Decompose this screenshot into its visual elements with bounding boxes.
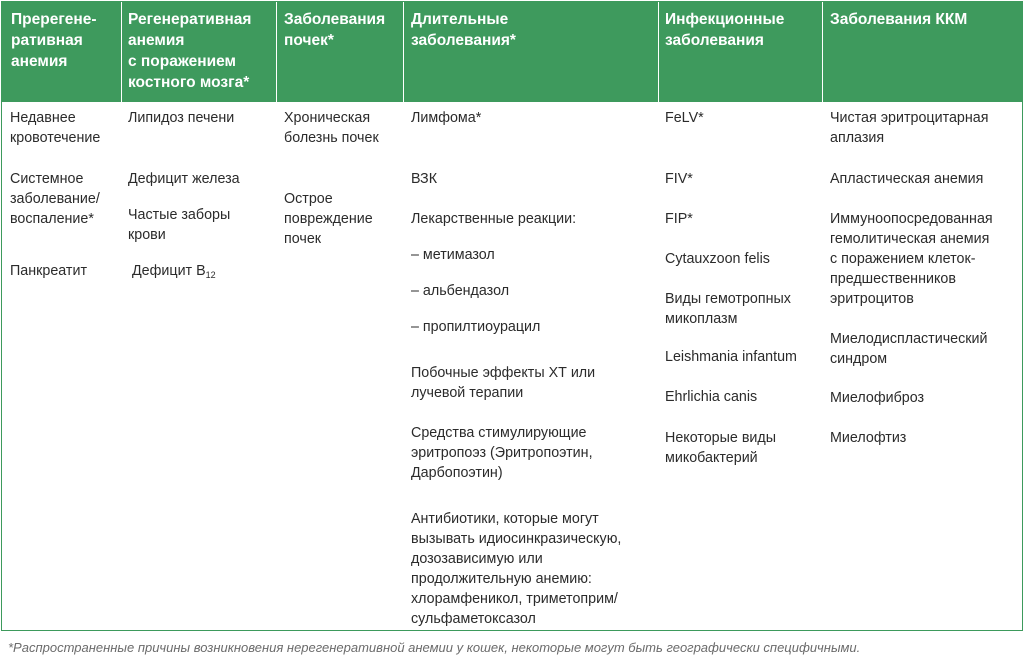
- cell-chronic-kidney-disease: Хроническая болезнь почек: [284, 110, 379, 146]
- anemia-causes-table: [1, 1, 1023, 631]
- cell-felv: FeLV*: [665, 110, 704, 126]
- cell-cytauxzoon: Cytauxzoon felis: [665, 251, 770, 267]
- column-divider: [276, 2, 277, 102]
- column-divider: [403, 2, 404, 102]
- cell-fip: FIP*: [665, 211, 693, 227]
- cell-leishmania: Leishmania infantum: [665, 349, 797, 365]
- header-chronic-disease: Длительные заболевания*: [411, 11, 516, 49]
- cell-hemotropic-mycoplasma: Виды гемотропных микоплазм: [665, 291, 791, 327]
- cell-ehrlichia: Ehrlichia canis: [665, 389, 758, 405]
- cell-myelofibrosis: Миелофиброз: [830, 390, 925, 406]
- cell-iron-deficiency: Дефицит железа: [128, 171, 240, 187]
- cell-antibiotics: Антибиотики, которые могут вызывать идиосинкразическую, дозозависимую или продолжительную анемию: хлорамфеникол, триметоприм/ сульфаметоксазол: [411, 511, 622, 627]
- header-preregenerative: Пререгене- ративная анемия: [11, 11, 97, 70]
- cell-fiv: FIV*: [665, 171, 693, 187]
- cell-methimazole: – метимазол: [411, 247, 495, 263]
- cell-recent-bleeding: Недавнее кровотечение: [10, 110, 101, 146]
- header-infectious-disease: Инфекционные заболевания: [665, 11, 785, 49]
- cell-myelodysplastic-syndrome: Миелодиспластический синдром: [830, 331, 988, 367]
- cell-frequent-blood-draws: Частые заборы крови: [128, 207, 231, 243]
- cell-pancreatitis: Панкреатит: [10, 263, 87, 279]
- cell-erythropoiesis-stimulants: Средства стимулирующие эритропоэз (Эритропоэтин, Дарбопоэтин): [411, 425, 593, 481]
- cell-chemo-radiation-effects: Побочные эффекты ХТ или лучевой терапии: [411, 365, 596, 401]
- cell-b12-deficiency: Дефицит $B_{12}$: [132, 263, 216, 280]
- cell-aplastic-anemia: Апластическая анемия: [830, 171, 984, 187]
- header-kidney-disease: Заболевания почек*: [284, 11, 386, 49]
- cell-pure-red-cell-aplasia: Чистая эритроцитарная аплазия: [830, 110, 989, 146]
- subscript-12: 12: [205, 270, 216, 280]
- cell-acute-kidney-injury: Острое повреждение почек: [284, 191, 373, 247]
- cell-propylthiouracil: – пропилтиоурацил: [411, 319, 541, 335]
- footnote: *Распространенные причины возникновения нерегенеративной анемии у кошек, некоторые могут быть географически специфичными.: [8, 640, 861, 655]
- column-divider: [121, 2, 122, 102]
- cell-hepatic-lipidosis: Липидоз печени: [128, 110, 235, 126]
- column-divider: [822, 2, 823, 102]
- header-regenerative-bone-marrow: Регенеративная анемия с поражением костного мозга*: [128, 11, 252, 91]
- cell-drug-reactions: Лекарственные реакции:: [411, 211, 577, 227]
- cell-myelophthisis: Миелофтиз: [830, 430, 907, 446]
- cell-lymphoma: Лимфома*: [411, 110, 482, 126]
- cell-systemic-disease: Системное заболевание/ воспаление*: [10, 171, 100, 227]
- header-bone-marrow-disease: Заболевания ККМ: [830, 11, 968, 28]
- cell-mycobacteria: Некоторые виды микобактерий: [665, 430, 777, 466]
- column-divider: [658, 2, 659, 102]
- cell-immune-mediated-anemia: Иммуноопосредованная гемолитическая анемия с поражением клеток- предшественников эритроцитов: [830, 211, 993, 307]
- cell-albendazole: – альбендазол: [411, 283, 510, 299]
- cell-ibd: ВЗК: [411, 171, 438, 187]
